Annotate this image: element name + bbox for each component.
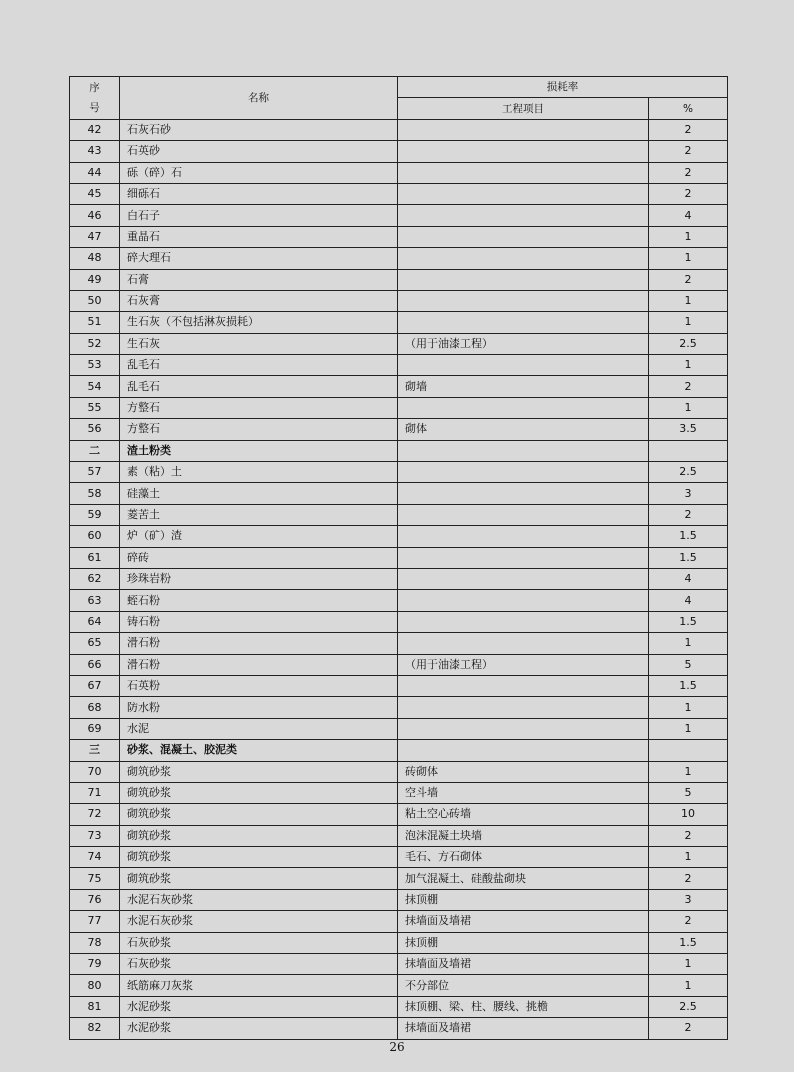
material-name: 砌筑砂浆	[120, 847, 398, 868]
row-number: 76	[70, 889, 120, 910]
project-item: 抹墙面及墙裙	[398, 911, 649, 932]
project-item	[398, 504, 649, 525]
project-item	[398, 312, 649, 333]
loss-percent: 1	[649, 954, 728, 975]
row-number: 61	[70, 547, 120, 568]
material-name: 纸筋麻刀灰浆	[120, 975, 398, 996]
row-number: 42	[70, 119, 120, 140]
project-item: 抹顶棚	[398, 889, 649, 910]
loss-percent: 1	[649, 633, 728, 654]
row-number: 57	[70, 462, 120, 483]
project-item	[398, 162, 649, 183]
loss-percent: 4	[649, 568, 728, 589]
material-name: 水泥石灰砂浆	[120, 889, 398, 910]
table-row	[70, 355, 728, 376]
loss-percent: 1	[649, 975, 728, 996]
project-item	[398, 590, 649, 611]
project-item	[398, 633, 649, 654]
table-row	[70, 633, 728, 654]
project-item: 砖砌体	[398, 761, 649, 782]
material-name: 水泥砂浆	[120, 1018, 398, 1039]
material-name: 重晶石	[120, 226, 398, 247]
project-item: （用于油漆工程）	[398, 333, 649, 354]
row-number: 63	[70, 590, 120, 611]
material-name: 石灰石砂	[120, 119, 398, 140]
material-name: 砌筑砂浆	[120, 868, 398, 889]
row-number: 68	[70, 697, 120, 718]
table-row	[70, 205, 728, 226]
loss-percent	[649, 440, 728, 461]
material-name: 防水粉	[120, 697, 398, 718]
loss-percent: 2.5	[649, 462, 728, 483]
project-item: 空斗墙	[398, 782, 649, 803]
material-name: 砂浆、混凝土、胶泥类	[120, 740, 398, 761]
header-loss-rate: 损耗率	[398, 77, 728, 98]
material-name: 水泥石灰砂浆	[120, 911, 398, 932]
row-number: 69	[70, 718, 120, 739]
row-number: 62	[70, 568, 120, 589]
project-item: 毛石、方石砌体	[398, 847, 649, 868]
project-item: （用于油漆工程）	[398, 654, 649, 675]
table-row	[70, 226, 728, 247]
loss-percent: 2	[649, 376, 728, 397]
table-row	[70, 419, 728, 440]
table-row	[70, 248, 728, 269]
loss-percent: 4	[649, 205, 728, 226]
row-number: 74	[70, 847, 120, 868]
table-row	[70, 162, 728, 183]
project-item: 泡沫混凝土块墙	[398, 825, 649, 846]
table-row	[70, 462, 728, 483]
loss-percent: 1.5	[649, 547, 728, 568]
table-row	[70, 847, 728, 868]
material-name: 白石子	[120, 205, 398, 226]
material-name: 石灰砂浆	[120, 932, 398, 953]
material-name: 素（粘）土	[120, 462, 398, 483]
material-name: 珍珠岩粉	[120, 568, 398, 589]
loss-percent: 2	[649, 1018, 728, 1039]
loss-percent: 1	[649, 355, 728, 376]
row-number: 73	[70, 825, 120, 846]
row-number: 47	[70, 226, 120, 247]
material-name: 生石灰（不包括淋灰损耗）	[120, 312, 398, 333]
material-name: 细砾石	[120, 183, 398, 204]
material-name: 水泥	[120, 718, 398, 739]
project-item	[398, 483, 649, 504]
material-name: 铸石粉	[120, 611, 398, 632]
table-row	[70, 290, 728, 311]
material-name: 石英粉	[120, 675, 398, 696]
material-name: 生石灰	[120, 333, 398, 354]
table-row	[70, 312, 728, 333]
material-name: 碎大理石	[120, 248, 398, 269]
header-no-line1: 序	[89, 81, 100, 94]
row-number: 60	[70, 526, 120, 547]
loss-percent: 2.5	[649, 333, 728, 354]
row-number: 75	[70, 868, 120, 889]
material-name: 方整石	[120, 419, 398, 440]
project-item: 不分部位	[398, 975, 649, 996]
loss-percent: 1.5	[649, 526, 728, 547]
table-row	[70, 141, 728, 162]
loss-percent: 5	[649, 654, 728, 675]
material-name: 菱苦土	[120, 504, 398, 525]
project-item	[398, 397, 649, 418]
loss-percent: 2	[649, 162, 728, 183]
project-item	[398, 611, 649, 632]
project-item: 粘土空心砖墙	[398, 804, 649, 825]
loss-percent: 1.5	[649, 932, 728, 953]
table-row	[70, 1018, 728, 1039]
material-name: 硅藻土	[120, 483, 398, 504]
table-row	[70, 504, 728, 525]
row-number: 46	[70, 205, 120, 226]
loss-percent: 1	[649, 847, 728, 868]
row-number: 59	[70, 504, 120, 525]
project-item	[398, 440, 649, 461]
material-name: 石灰砂浆	[120, 954, 398, 975]
loss-percent: 1	[649, 312, 728, 333]
row-number: 81	[70, 996, 120, 1017]
row-number: 43	[70, 141, 120, 162]
header-no-line2: 号	[89, 101, 100, 114]
project-item	[398, 269, 649, 290]
row-number: 65	[70, 633, 120, 654]
table-row	[70, 954, 728, 975]
loss-percent: 10	[649, 804, 728, 825]
table-row	[70, 782, 728, 803]
row-number: 77	[70, 911, 120, 932]
table-row	[70, 526, 728, 547]
table-row	[70, 269, 728, 290]
table-row	[70, 654, 728, 675]
loss-percent: 2	[649, 504, 728, 525]
loss-percent: 1	[649, 397, 728, 418]
table-row	[70, 889, 728, 910]
project-item	[398, 205, 649, 226]
project-item	[398, 248, 649, 269]
table-row	[70, 119, 728, 140]
project-item: 抹墙面及墙裙	[398, 954, 649, 975]
project-item	[398, 290, 649, 311]
loss-percent: 2.5	[649, 996, 728, 1017]
material-name: 碎砖	[120, 547, 398, 568]
project-item: 砌体	[398, 419, 649, 440]
table-row	[70, 911, 728, 932]
row-number: 79	[70, 954, 120, 975]
loss-percent: 1	[649, 718, 728, 739]
material-name: 渣土粉类	[120, 440, 398, 461]
project-item	[398, 119, 649, 140]
table-row	[70, 804, 728, 825]
row-number: 55	[70, 397, 120, 418]
project-item	[398, 462, 649, 483]
table-row	[70, 590, 728, 611]
project-item	[398, 526, 649, 547]
loss-percent: 1	[649, 290, 728, 311]
project-item: 抹顶棚、梁、柱、腰线、挑檐	[398, 996, 649, 1017]
loss-percent: 1.5	[649, 611, 728, 632]
loss-percent: 5	[649, 782, 728, 803]
table-body	[70, 119, 728, 1039]
loss-percent: 1	[649, 761, 728, 782]
material-name: 滑石粉	[120, 633, 398, 654]
table-row	[70, 611, 728, 632]
project-item: 抹墙面及墙裙	[398, 1018, 649, 1039]
row-number: 三	[70, 740, 120, 761]
table-row	[70, 376, 728, 397]
row-number: 58	[70, 483, 120, 504]
table-row	[70, 547, 728, 568]
table-row	[70, 397, 728, 418]
row-number: 48	[70, 248, 120, 269]
table-row	[70, 868, 728, 889]
row-number: 50	[70, 290, 120, 311]
table-row	[70, 568, 728, 589]
loss-percent: 1	[649, 697, 728, 718]
project-item: 砌墙	[398, 376, 649, 397]
material-name: 石英砂	[120, 141, 398, 162]
material-name: 乱毛石	[120, 355, 398, 376]
material-name: 蛭石粉	[120, 590, 398, 611]
material-name: 砌筑砂浆	[120, 782, 398, 803]
loss-percent: 1	[649, 226, 728, 247]
loss-percent: 4	[649, 590, 728, 611]
table-row	[70, 483, 728, 504]
row-number: 78	[70, 932, 120, 953]
loss-percent: 2	[649, 911, 728, 932]
loss-percent: 2	[649, 825, 728, 846]
table-row	[70, 825, 728, 846]
row-number: 二	[70, 440, 120, 461]
material-name: 乱毛石	[120, 376, 398, 397]
project-item	[398, 141, 649, 162]
row-number: 53	[70, 355, 120, 376]
loss-percent: 2	[649, 141, 728, 162]
project-item: 抹顶棚	[398, 932, 649, 953]
table-header-row-1	[70, 77, 728, 98]
project-item	[398, 226, 649, 247]
row-number: 51	[70, 312, 120, 333]
section-row	[70, 740, 728, 761]
table-row	[70, 697, 728, 718]
header-project: 工程项目	[398, 98, 649, 119]
loss-percent: 3	[649, 483, 728, 504]
material-name: 石膏	[120, 269, 398, 290]
loss-percent: 2	[649, 183, 728, 204]
loss-percent	[649, 740, 728, 761]
row-number: 71	[70, 782, 120, 803]
project-item	[398, 355, 649, 376]
table-row	[70, 996, 728, 1017]
header-name: 名称	[120, 77, 398, 120]
row-number: 54	[70, 376, 120, 397]
project-item	[398, 740, 649, 761]
row-number: 44	[70, 162, 120, 183]
loss-percent: 1	[649, 248, 728, 269]
page-number: 26	[389, 1040, 405, 1054]
section-row	[70, 440, 728, 461]
header-no-cell	[70, 77, 120, 120]
loss-percent: 3	[649, 889, 728, 910]
material-name: 砌筑砂浆	[120, 825, 398, 846]
project-item	[398, 718, 649, 739]
table-row	[70, 932, 728, 953]
table-row	[70, 718, 728, 739]
row-number: 67	[70, 675, 120, 696]
project-item	[398, 697, 649, 718]
table-row	[70, 183, 728, 204]
material-name: 方整石	[120, 397, 398, 418]
table-row	[70, 975, 728, 996]
row-number: 80	[70, 975, 120, 996]
loss-percent: 1.5	[649, 675, 728, 696]
material-name: 水泥砂浆	[120, 996, 398, 1017]
material-name: 砌筑砂浆	[120, 804, 398, 825]
row-number: 70	[70, 761, 120, 782]
project-item: 加气混凝土、硅酸盐砌块	[398, 868, 649, 889]
row-number: 64	[70, 611, 120, 632]
material-name: 砌筑砂浆	[120, 761, 398, 782]
row-number: 49	[70, 269, 120, 290]
loss-percent: 2	[649, 868, 728, 889]
project-item	[398, 547, 649, 568]
loss-percent: 2	[649, 119, 728, 140]
row-number: 45	[70, 183, 120, 204]
material-name: 炉（矿）渣	[120, 526, 398, 547]
row-number: 72	[70, 804, 120, 825]
row-number: 56	[70, 419, 120, 440]
material-name: 石灰膏	[120, 290, 398, 311]
loss-percent: 2	[649, 269, 728, 290]
row-number: 52	[70, 333, 120, 354]
table-row	[70, 333, 728, 354]
header-percent: %	[649, 98, 728, 119]
loss-percent: 3.5	[649, 419, 728, 440]
project-item	[398, 675, 649, 696]
loss-rate-table	[69, 76, 728, 1040]
table-row	[70, 675, 728, 696]
project-item	[398, 183, 649, 204]
material-name: 滑石粉	[120, 654, 398, 675]
row-number: 82	[70, 1018, 120, 1039]
project-item	[398, 568, 649, 589]
material-name: 砾（碎）石	[120, 162, 398, 183]
row-number: 66	[70, 654, 120, 675]
table-row	[70, 761, 728, 782]
